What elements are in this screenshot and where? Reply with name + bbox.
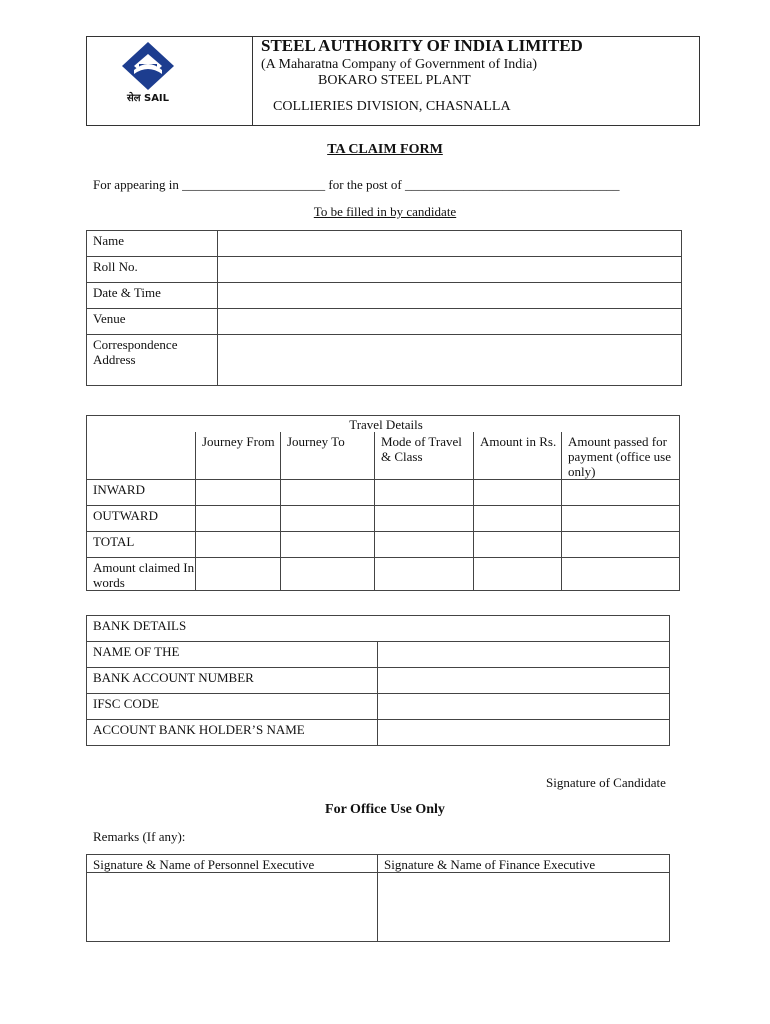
input-cell[interactable] bbox=[562, 480, 680, 506]
org-name: STEEL AUTHORITY OF INDIA LIMITED bbox=[261, 36, 583, 55]
column-header: Journey From bbox=[196, 432, 281, 480]
ifsc-field[interactable] bbox=[378, 694, 670, 720]
field-label: BANK ACCOUNT NUMBER bbox=[87, 668, 378, 694]
date-time-field[interactable] bbox=[218, 283, 682, 309]
table-row bbox=[87, 532, 680, 558]
table-row bbox=[87, 720, 670, 746]
candidate-table bbox=[86, 230, 682, 386]
address-field[interactable] bbox=[218, 335, 682, 386]
division-name: COLLIERIES DIVISION, CHASNALLA bbox=[273, 99, 511, 114]
input-cell[interactable] bbox=[281, 480, 375, 506]
input-cell[interactable] bbox=[474, 480, 562, 506]
input-cell[interactable] bbox=[196, 558, 281, 591]
row-label: Amount claimed In words bbox=[87, 558, 196, 591]
input-cell[interactable] bbox=[562, 558, 680, 591]
input-cell[interactable] bbox=[562, 506, 680, 532]
plant-name: BOKARO STEEL PLANT bbox=[318, 73, 471, 88]
sig-finance-field[interactable] bbox=[378, 873, 670, 942]
travel-table bbox=[86, 415, 680, 591]
bank-table bbox=[86, 615, 670, 746]
input-cell[interactable] bbox=[196, 532, 281, 558]
sig-finance-label: Signature & Name of Finance Executive bbox=[378, 855, 670, 873]
bank-name-field[interactable] bbox=[378, 642, 670, 668]
venue-field[interactable] bbox=[218, 309, 682, 335]
table-row bbox=[87, 855, 670, 873]
table-row bbox=[87, 694, 670, 720]
column-header: Journey To bbox=[281, 432, 375, 480]
field-label: Name bbox=[87, 231, 218, 257]
org-subtitle: (A Maharatna Company of Government of India) bbox=[261, 57, 538, 72]
office-use-heading: For Office Use Only bbox=[325, 802, 445, 817]
table-row bbox=[87, 558, 680, 591]
input-cell[interactable] bbox=[281, 532, 375, 558]
travel-caption: Travel Details bbox=[87, 416, 680, 433]
input-cell[interactable] bbox=[562, 532, 680, 558]
appearing-line: For appearing in ______________________ for the post of _________________________________ bbox=[93, 177, 620, 192]
name-field[interactable] bbox=[218, 231, 682, 257]
input-cell[interactable] bbox=[281, 506, 375, 532]
field-label: Roll No. bbox=[87, 257, 218, 283]
bank-details-heading: BANK DETAILS bbox=[87, 616, 670, 642]
field-label: Correspondence Address bbox=[87, 335, 218, 386]
input-cell[interactable] bbox=[281, 558, 375, 591]
table-row bbox=[87, 668, 670, 694]
form-title: TA CLAIM FORM bbox=[327, 142, 443, 157]
header-divider bbox=[252, 36, 253, 126]
input-cell[interactable] bbox=[196, 506, 281, 532]
office-signature-table bbox=[86, 854, 670, 942]
input-cell[interactable] bbox=[375, 506, 474, 532]
table-row bbox=[87, 616, 670, 642]
roll-no-field[interactable] bbox=[218, 257, 682, 283]
input-cell[interactable] bbox=[474, 558, 562, 591]
row-label: INWARD bbox=[87, 480, 196, 506]
holder-name-field[interactable] bbox=[378, 720, 670, 746]
logo-text: सेल SAIL bbox=[126, 93, 170, 104]
input-cell[interactable] bbox=[375, 558, 474, 591]
table-row bbox=[87, 506, 680, 532]
signature-candidate: Signature of Candidate bbox=[546, 775, 666, 790]
field-label: ACCOUNT BANK HOLDER’S NAME bbox=[87, 720, 378, 746]
input-cell[interactable] bbox=[375, 532, 474, 558]
table-row bbox=[87, 873, 670, 942]
row-label: TOTAL bbox=[87, 532, 196, 558]
input-cell[interactable] bbox=[474, 506, 562, 532]
table-row bbox=[87, 642, 670, 668]
table-row bbox=[87, 257, 682, 283]
fill-note: To be filled in by candidate bbox=[313, 204, 457, 219]
row-label: OUTWARD bbox=[87, 506, 196, 532]
column-header: Amount passed for payment (office use only) bbox=[562, 432, 680, 480]
table-row bbox=[87, 283, 682, 309]
input-cell[interactable] bbox=[196, 480, 281, 506]
sail-logo bbox=[112, 40, 184, 110]
table-row bbox=[87, 309, 682, 335]
input-cell[interactable] bbox=[375, 480, 474, 506]
field-label: NAME OF THE bbox=[87, 642, 378, 668]
account-number-field[interactable] bbox=[378, 668, 670, 694]
field-label: IFSC CODE bbox=[87, 694, 378, 720]
blank-header bbox=[87, 432, 196, 480]
column-header: Mode of Travel & Class bbox=[375, 432, 474, 480]
sig-personnel-field[interactable] bbox=[87, 873, 378, 942]
field-label: Date & Time bbox=[87, 283, 218, 309]
table-row bbox=[87, 231, 682, 257]
remarks-label: Remarks (If any): bbox=[93, 829, 186, 844]
column-header: Amount in Rs. bbox=[474, 432, 562, 480]
input-cell[interactable] bbox=[474, 532, 562, 558]
field-label: Venue bbox=[87, 309, 218, 335]
sig-personnel-label: Signature & Name of Personnel Executive bbox=[87, 855, 378, 873]
table-row bbox=[87, 480, 680, 506]
travel-caption-row bbox=[87, 416, 680, 433]
travel-header-row bbox=[87, 432, 680, 480]
table-row bbox=[87, 335, 682, 386]
